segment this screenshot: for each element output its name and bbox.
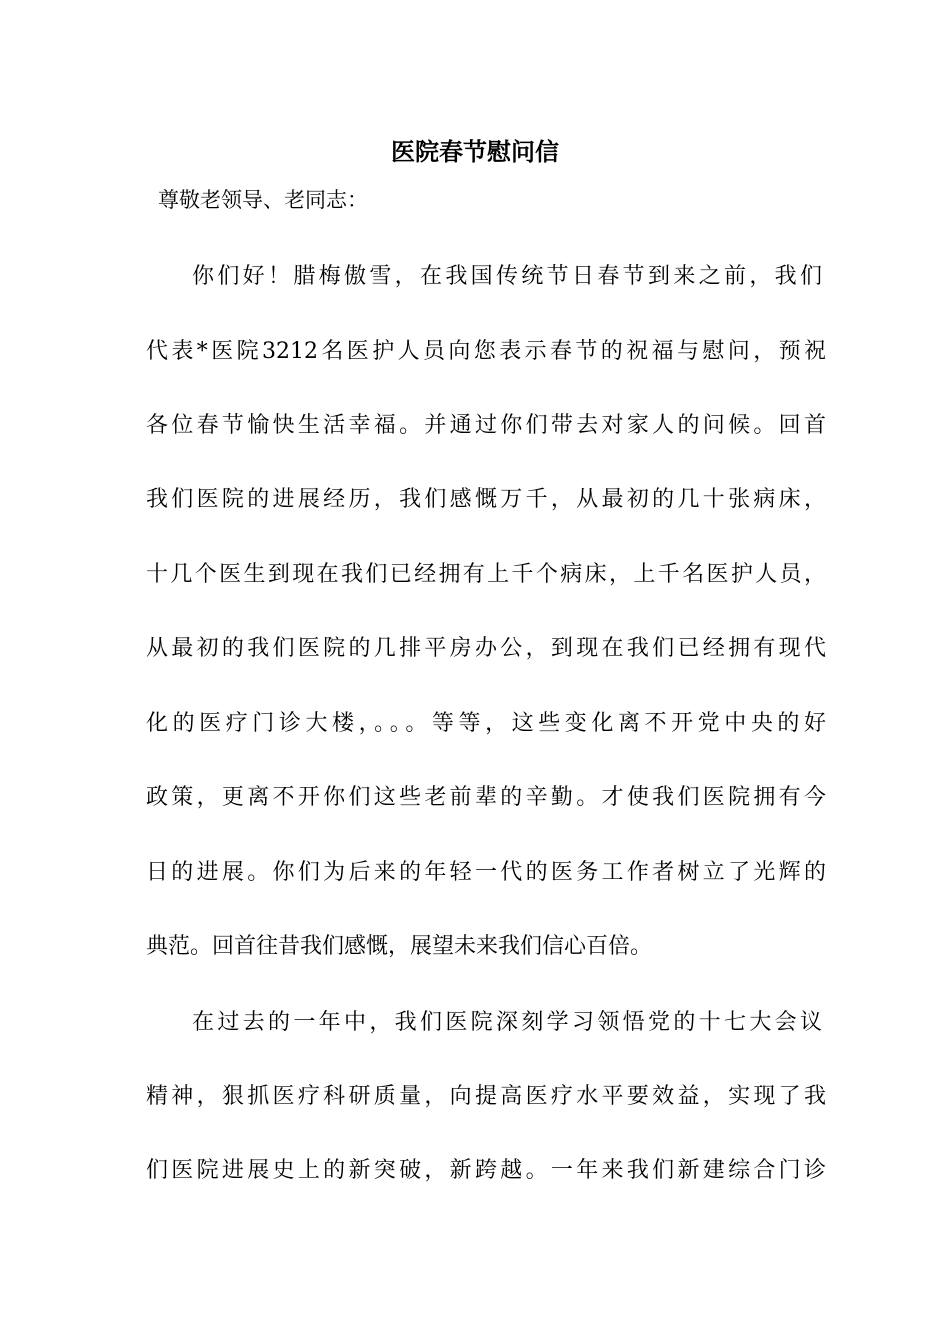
paragraph-2-line-2: 精神，狠抓医疗科研质量，向提高医疗水平要效益，实现了我 — [146, 1084, 826, 1109]
paragraph-2-line-3: 们医院进展史上的新突破，新跨越。一年来我们新建综合门诊 — [146, 1158, 826, 1183]
paragraph-1-line-5: 十几个医生到现在我们已经拥有上千个病床，上千名医护人员， — [146, 562, 826, 587]
paragraph-1-line-8: 政策，更离不开你们这些老前辈的辛勤。才使我们医院拥有今 — [146, 785, 826, 810]
paragraph-1-line-7: 化的医疗门诊大楼，。。。等等，这些变化离不开党中央的好 — [146, 711, 826, 736]
paragraph-1-line-1: 你们好！腊梅傲雪，在我国传统节日春节到来之前，我们 — [192, 264, 822, 289]
paragraph-1-line-4: 我们医院的进展经历，我们感慨万千，从最初的几十张病床， — [146, 487, 826, 512]
paragraph-1-line-9: 日的进展。你们为后来的年轻一代的医务工作者树立了光辉的 — [146, 860, 826, 885]
paragraph-1-line-10: 典范。回首往昔我们感慨，展望未来我们信心百倍。 — [146, 934, 653, 959]
salutation: 尊敬老领导、老同志： — [158, 188, 368, 212]
paragraph-2-line-1: 在过去的一年中，我们医院深刻学习领悟党的十七大会议 — [192, 1010, 822, 1035]
paragraph-1-line-2: 代表*医院3212名医护人员向您表示春节的祝福与慰问，预祝 — [146, 339, 826, 364]
paragraph-1-line-3: 各位春节愉快生活幸福。并通过你们带去对家人的问候。回首 — [146, 413, 826, 438]
letter-title: 医院春节慰问信 — [391, 137, 559, 166]
paragraph-1-line-6: 从最初的我们医院的几排平房办公，到现在我们已经拥有现代 — [146, 636, 826, 661]
